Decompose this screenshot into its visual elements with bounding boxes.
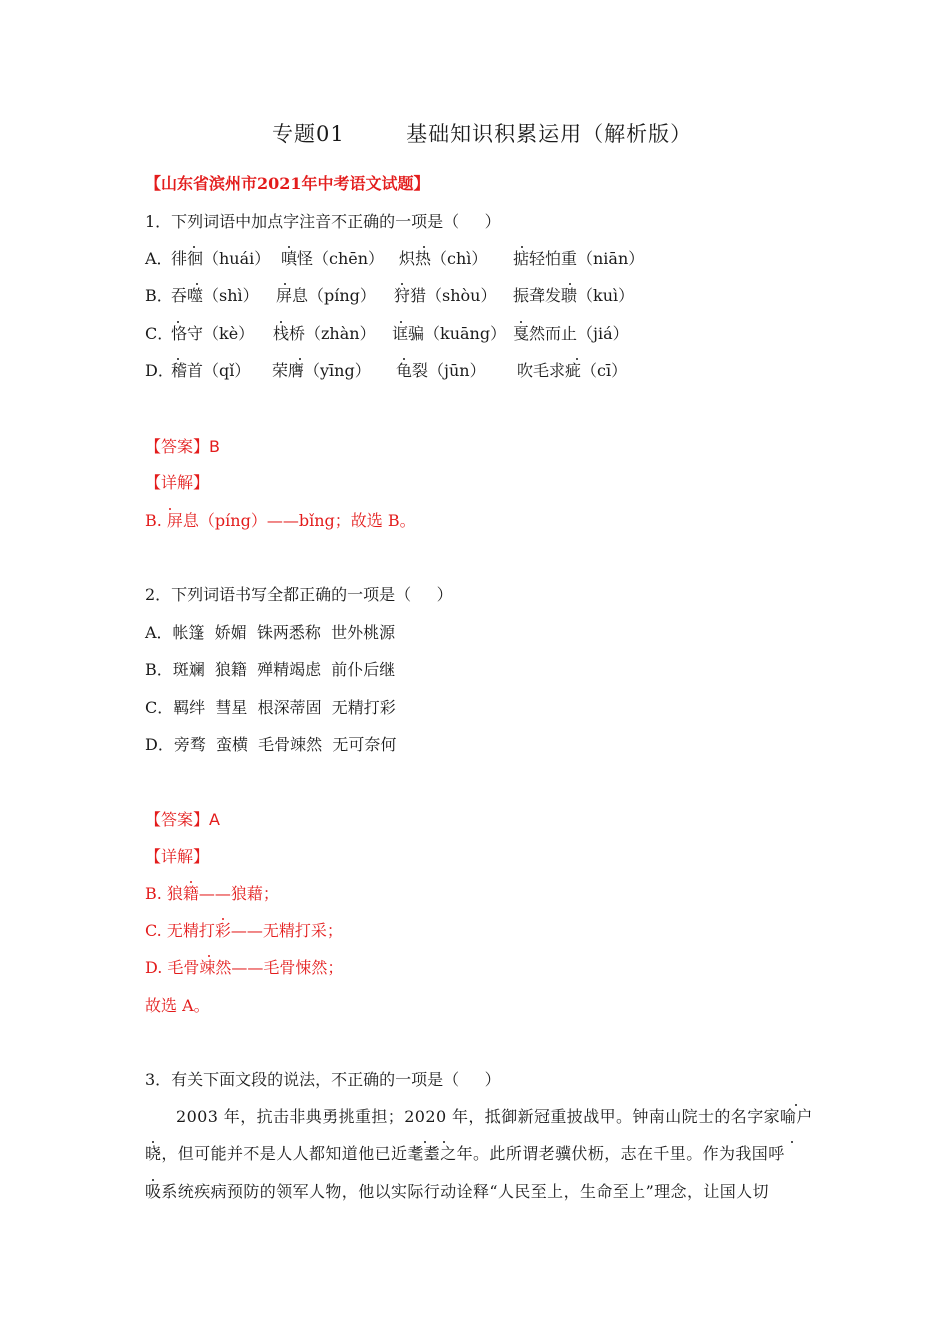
- question-3: 3．有关下面文段的说法，不正确的一项是（ ）: [145, 1070, 501, 1089]
- option-letter: D．: [145, 361, 174, 380]
- option-item: 戛然而止（jiá）: [513, 324, 629, 343]
- passage-line: 晓，但可能并不是人人都知道他已近耄耋之年。此所谓老骥伏枥，志在千里。作为我国呼: [145, 1144, 785, 1163]
- option-item: 掂轻怕重（niān）: [513, 249, 645, 268]
- emphasis-dot: [280, 321, 282, 323]
- option-item: 吹毛求疵（cī）: [517, 361, 628, 380]
- q2-explain-line: 故选 A。: [145, 996, 210, 1015]
- option-item: 炽热（chì）: [399, 249, 488, 268]
- emphasis-dot: [196, 283, 198, 285]
- q2-explain-line: D. 毛骨竦然——毛骨悚然；: [145, 958, 344, 977]
- option-item: 恪守（kè）: [171, 324, 255, 343]
- emphasis-dot: [152, 1179, 154, 1181]
- emphasis-dot: [521, 246, 523, 248]
- emphasis-dot: [177, 321, 179, 323]
- question-2: 2．下列词语书写全都正确的一项是（ ）: [145, 585, 453, 604]
- q1-explain-label: 【详解】: [145, 473, 210, 492]
- emphasis-dot: [401, 283, 403, 285]
- q2-option-c[interactable]: C．羁绊 彗星 根深蒂固 无精打彩: [145, 698, 396, 717]
- option-letter: C．: [145, 324, 174, 343]
- option-item: 龟裂（jūn）: [396, 361, 486, 380]
- option-item: 栈桥（zhàn）: [273, 324, 376, 343]
- emphasis-dot: [795, 1104, 797, 1106]
- emphasis-dot: [222, 918, 224, 920]
- option-item: 振聋发聩（kuì）: [513, 286, 635, 305]
- emphasis-dot: [284, 283, 286, 285]
- emphasis-dot: [576, 358, 578, 360]
- option-item: 荣膺（yīng）: [272, 361, 371, 380]
- passage-line: 2003 年，抗击非典勇挑重担；2020 年，抵御新冠重披战甲。钟南山院士的名字家喻户: [176, 1107, 813, 1126]
- emphasis-dot: [177, 358, 179, 360]
- emphasis-dot: [423, 246, 425, 248]
- q2-option-b[interactable]: B．斑斓 狼籍 殚精竭虑 前仆后继: [145, 660, 396, 679]
- q2-answer: 【答案】A: [145, 810, 220, 829]
- emphasis-dot: [791, 1141, 793, 1143]
- q2-explain-line: C. 无精打彩——无精打采；: [145, 921, 343, 940]
- passage-line: 吸系统疾病预防的领军人物，他以实际行动诠释“人民至上，生命至上”理念，让国人切: [145, 1182, 769, 1201]
- source-heading: 【山东省滨州市2021年中考语文试题】: [145, 174, 430, 193]
- option-item: 稽首（qǐ）: [171, 361, 251, 380]
- option-letter: A．: [145, 249, 173, 268]
- emphasis-dot: [299, 358, 301, 360]
- emphasis-dot: [190, 881, 192, 883]
- emphasis-dot: [400, 321, 402, 323]
- q2-explain-label: 【详解】: [145, 847, 210, 866]
- q1-explain-line: B. 屏息（píng）——bǐng；故选 B。: [145, 511, 416, 530]
- option-item: 诓骗（kuāng）: [392, 324, 507, 343]
- q1-answer: 【答案】B: [145, 437, 220, 456]
- q2-explain-line: B. 狼籍——狼藉；: [145, 884, 279, 903]
- q2-option-d[interactable]: D．旁骛 蛮横 毛骨竦然 无可奈何: [145, 735, 397, 754]
- emphasis-dot: [424, 1141, 426, 1143]
- emphasis-dot: [569, 283, 571, 285]
- emphasis-dot: [403, 358, 405, 360]
- emphasis-dot: [193, 246, 195, 248]
- emphasis-dot: [443, 1141, 445, 1143]
- option-item: 吞噬（shì）: [171, 286, 259, 305]
- option-item: 狩猎（shòu）: [394, 286, 497, 305]
- emphasis-dot: [152, 1141, 154, 1143]
- option-item: 徘徊（huái）: [171, 249, 271, 268]
- page-title: 专题01 基础知识积累运用（解析版）: [272, 122, 693, 146]
- option-item: 嗔怪（chēn）: [281, 249, 385, 268]
- option-item: 屏息（píng）: [276, 286, 376, 305]
- emphasis-dot: [520, 321, 522, 323]
- question-1: 1．下列词语中加点字注音不正确的一项是（ ）: [145, 212, 501, 231]
- q2-option-a[interactable]: A．帐篷 娇媚 铢两悉称 世外桃源: [145, 623, 396, 642]
- emphasis-dot: [208, 955, 210, 957]
- emphasis-dot: [169, 508, 171, 510]
- emphasis-dot: [288, 246, 290, 248]
- option-letter: B．: [145, 286, 173, 305]
